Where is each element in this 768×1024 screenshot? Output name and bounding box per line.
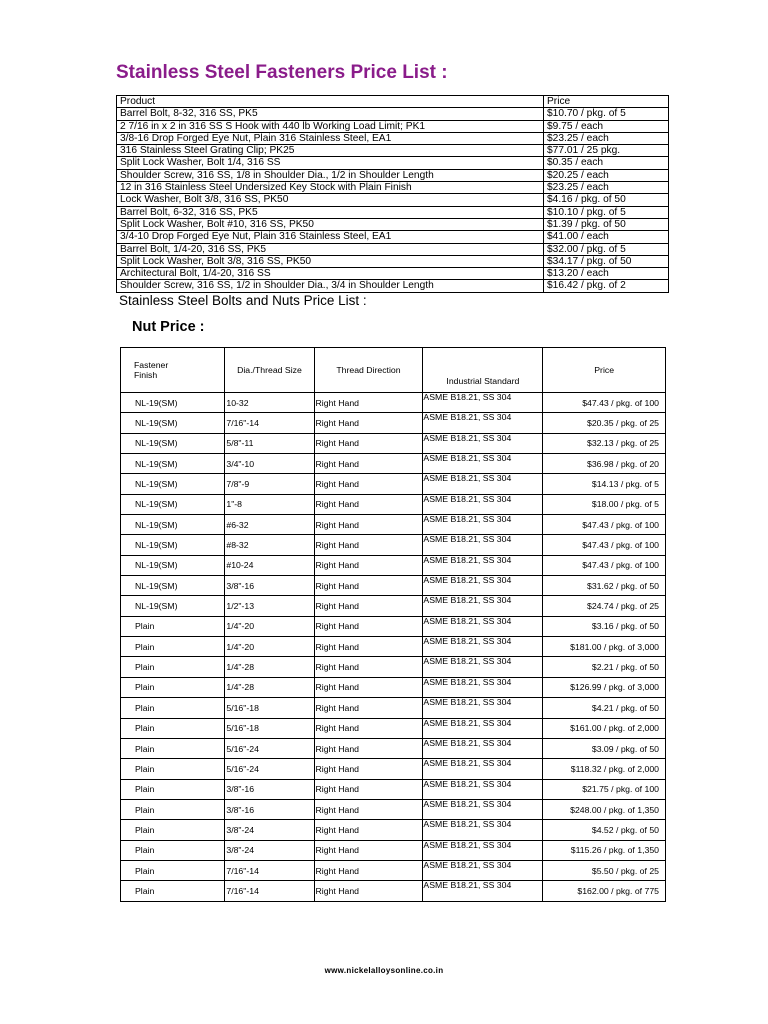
dia-thread-cell: #6-32 bbox=[225, 515, 314, 535]
table-row bbox=[121, 515, 666, 535]
price-cell: $47.43 / pkg. of 100 bbox=[543, 535, 666, 555]
finish-cell: Plain bbox=[121, 698, 225, 718]
product-cell: 316 Stainless Steel Grating Clip; PK25 bbox=[117, 145, 544, 157]
dia-thread-cell: 7/16"-14 bbox=[225, 860, 314, 880]
header-finish-line2: Finish bbox=[134, 370, 158, 380]
thread-direction-cell: Right Hand bbox=[314, 779, 423, 799]
finish-cell: Plain bbox=[121, 718, 225, 738]
product-cell: 3/8-16 Drop Forged Eye Nut, Plain 316 Stainless Steel, EA1 bbox=[117, 132, 544, 144]
price-cell: $20.25 / each bbox=[544, 169, 669, 181]
dia-thread-cell: 7/16"-14 bbox=[225, 881, 314, 901]
dia-thread-cell: 3/8"-16 bbox=[225, 779, 314, 799]
dia-thread-cell: 10-32 bbox=[225, 393, 314, 413]
table-row bbox=[117, 145, 669, 157]
product-cell: Split Lock Washer, Bolt 1/4, 316 SS bbox=[117, 157, 544, 169]
nut-table-header-row bbox=[121, 348, 666, 393]
industrial-standard-cell: ASME B18.21, SS 304 bbox=[423, 393, 543, 413]
table-row bbox=[121, 454, 666, 474]
thread-direction-cell: Right Hand bbox=[314, 494, 423, 514]
table-row bbox=[117, 280, 669, 292]
table-row bbox=[121, 860, 666, 880]
finish-cell: Plain bbox=[121, 820, 225, 840]
thread-direction-cell: Right Hand bbox=[314, 718, 423, 738]
dia-thread-cell: 1/4"-20 bbox=[225, 616, 314, 636]
table-row bbox=[121, 738, 666, 758]
dia-thread-cell: #10-24 bbox=[225, 555, 314, 575]
table-row bbox=[121, 759, 666, 779]
thread-direction-cell: Right Hand bbox=[314, 555, 423, 575]
dia-thread-cell: 5/16"-18 bbox=[225, 698, 314, 718]
industrial-standard-cell: ASME B18.21, SS 304 bbox=[423, 474, 543, 494]
table-row bbox=[121, 413, 666, 433]
price-cell: $0.35 / each bbox=[544, 157, 669, 169]
price-cell: $18.00 / pkg. of 5 bbox=[543, 494, 666, 514]
dia-thread-cell: 3/8"-16 bbox=[225, 799, 314, 819]
price-cell: $23.25 / each bbox=[544, 132, 669, 144]
product-cell: 2 7/16 in x 2 in 316 SS S Hook with 440 lb Working Load Limit; PK1 bbox=[117, 120, 544, 132]
table-row bbox=[117, 169, 669, 181]
table-row bbox=[121, 698, 666, 718]
thread-direction-cell: Right Hand bbox=[314, 433, 423, 453]
product-cell: Shoulder Screw, 316 SS, 1/8 in Shoulder Dia., 1/2 in Shoulder Length bbox=[117, 169, 544, 181]
finish-cell: Plain bbox=[121, 637, 225, 657]
industrial-standard-cell: ASME B18.21, SS 304 bbox=[423, 616, 543, 636]
table-row bbox=[121, 596, 666, 616]
header-industrial-standard: Industrial Standard bbox=[423, 348, 543, 393]
dia-thread-cell: 5/16"-24 bbox=[225, 759, 314, 779]
thread-direction-cell: Right Hand bbox=[314, 596, 423, 616]
industrial-standard-cell: ASME B18.21, SS 304 bbox=[423, 576, 543, 596]
dia-thread-cell: 1/4"-28 bbox=[225, 657, 314, 677]
price-cell: $32.00 / pkg. of 5 bbox=[544, 243, 669, 255]
dia-thread-cell: 3/8"-24 bbox=[225, 840, 314, 860]
thread-direction-cell: Right Hand bbox=[314, 474, 423, 494]
price-cell: $162.00 / pkg. of 775 bbox=[543, 881, 666, 901]
table-row bbox=[117, 182, 669, 194]
price-cell: $1.39 / pkg. of 50 bbox=[544, 218, 669, 230]
table-row bbox=[117, 231, 669, 243]
table-row bbox=[117, 255, 669, 267]
nut-price-table bbox=[120, 347, 666, 902]
table-row bbox=[121, 677, 666, 697]
industrial-standard-cell: ASME B18.21, SS 304 bbox=[423, 555, 543, 575]
finish-cell: NL-19(SM) bbox=[121, 596, 225, 616]
thread-direction-cell: Right Hand bbox=[314, 393, 423, 413]
table-row bbox=[121, 535, 666, 555]
price-cell: $248.00 / pkg. of 1,350 bbox=[543, 799, 666, 819]
table-row bbox=[121, 820, 666, 840]
finish-cell: NL-19(SM) bbox=[121, 515, 225, 535]
price-cell: $10.10 / pkg. of 5 bbox=[544, 206, 669, 218]
header-product: Product bbox=[117, 96, 544, 108]
thread-direction-cell: Right Hand bbox=[314, 820, 423, 840]
finish-cell: Plain bbox=[121, 799, 225, 819]
table-row bbox=[121, 779, 666, 799]
price-cell: $23.25 / each bbox=[544, 182, 669, 194]
industrial-standard-cell: ASME B18.21, SS 304 bbox=[423, 718, 543, 738]
table-row bbox=[117, 206, 669, 218]
industrial-standard-cell: ASME B18.21, SS 304 bbox=[423, 657, 543, 677]
finish-cell: Plain bbox=[121, 677, 225, 697]
industrial-standard-cell: ASME B18.21, SS 304 bbox=[423, 820, 543, 840]
dia-thread-cell: 5/8"-11 bbox=[225, 433, 314, 453]
industrial-standard-cell: ASME B18.21, SS 304 bbox=[423, 698, 543, 718]
thread-direction-cell: Right Hand bbox=[314, 840, 423, 860]
thread-direction-cell: Right Hand bbox=[314, 698, 423, 718]
product-cell: Split Lock Washer, Bolt 3/8, 316 SS, PK50 bbox=[117, 255, 544, 267]
price-cell: $77.01 / 25 pkg. bbox=[544, 145, 669, 157]
dia-thread-cell: 3/8"-24 bbox=[225, 820, 314, 840]
thread-direction-cell: Right Hand bbox=[314, 657, 423, 677]
table-row bbox=[121, 393, 666, 413]
thread-direction-cell: Right Hand bbox=[314, 535, 423, 555]
table-row bbox=[121, 840, 666, 860]
price-cell: $36.98 / pkg. of 20 bbox=[543, 454, 666, 474]
industrial-standard-cell: ASME B18.21, SS 304 bbox=[423, 677, 543, 697]
section-subtitle: Stainless Steel Bolts and Nuts Price List : bbox=[119, 293, 367, 308]
price-cell: $13.20 / each bbox=[544, 268, 669, 280]
thread-direction-cell: Right Hand bbox=[314, 860, 423, 880]
industrial-standard-cell: ASME B18.21, SS 304 bbox=[423, 881, 543, 901]
finish-cell: NL-19(SM) bbox=[121, 393, 225, 413]
table-row bbox=[121, 799, 666, 819]
industrial-standard-cell: ASME B18.21, SS 304 bbox=[423, 799, 543, 819]
product-cell: Split Lock Washer, Bolt #10, 316 SS, PK50 bbox=[117, 218, 544, 230]
price-cell: $34.17 / pkg. of 50 bbox=[544, 255, 669, 267]
table-row bbox=[117, 268, 669, 280]
table-row bbox=[121, 718, 666, 738]
finish-cell: Plain bbox=[121, 779, 225, 799]
table-row bbox=[117, 243, 669, 255]
price-cell: $2.21 / pkg. of 50 bbox=[543, 657, 666, 677]
page-title: Stainless Steel Fasteners Price List : bbox=[116, 62, 448, 83]
price-cell: $126.99 / pkg. of 3,000 bbox=[543, 677, 666, 697]
thread-direction-cell: Right Hand bbox=[314, 799, 423, 819]
industrial-standard-cell: ASME B18.21, SS 304 bbox=[423, 413, 543, 433]
price-cell: $41.00 / each bbox=[544, 231, 669, 243]
finish-cell: Plain bbox=[121, 840, 225, 860]
industrial-standard-cell: ASME B18.21, SS 304 bbox=[423, 515, 543, 535]
nut-price-heading: Nut Price : bbox=[132, 319, 205, 335]
header-thread-direction: Thread Direction bbox=[314, 348, 423, 393]
thread-direction-cell: Right Hand bbox=[314, 454, 423, 474]
industrial-standard-cell: ASME B18.21, SS 304 bbox=[423, 860, 543, 880]
price-cell: $16.42 / pkg. of 2 bbox=[544, 280, 669, 292]
dia-thread-cell: 1"-8 bbox=[225, 494, 314, 514]
price-cell: $14.13 / pkg. of 5 bbox=[543, 474, 666, 494]
finish-cell: Plain bbox=[121, 738, 225, 758]
industrial-standard-cell: ASME B18.21, SS 304 bbox=[423, 433, 543, 453]
table-row bbox=[121, 637, 666, 657]
table-row bbox=[121, 494, 666, 514]
thread-direction-cell: Right Hand bbox=[314, 677, 423, 697]
finish-cell: Plain bbox=[121, 616, 225, 636]
thread-direction-cell: Right Hand bbox=[314, 515, 423, 535]
header-dia-thread-size: Dia./Thread Size bbox=[225, 348, 314, 393]
product-cell: Barrel Bolt, 1/4-20, 316 SS, PK5 bbox=[117, 243, 544, 255]
thread-direction-cell: Right Hand bbox=[314, 616, 423, 636]
industrial-standard-cell: ASME B18.21, SS 304 bbox=[423, 454, 543, 474]
table-row bbox=[117, 132, 669, 144]
product-cell: Barrel Bolt, 8-32, 316 SS, PK5 bbox=[117, 108, 544, 120]
price-cell: $161.00 / pkg. of 2,000 bbox=[543, 718, 666, 738]
industrial-standard-cell: ASME B18.21, SS 304 bbox=[423, 637, 543, 657]
price-cell: $47.43 / pkg. of 100 bbox=[543, 515, 666, 535]
finish-cell: Plain bbox=[121, 657, 225, 677]
price-cell: $10.70 / pkg. of 5 bbox=[544, 108, 669, 120]
industrial-standard-cell: ASME B18.21, SS 304 bbox=[423, 596, 543, 616]
price-cell: $4.16 / pkg. of 50 bbox=[544, 194, 669, 206]
thread-direction-cell: Right Hand bbox=[314, 576, 423, 596]
industrial-standard-cell: ASME B18.21, SS 304 bbox=[423, 494, 543, 514]
table-row bbox=[117, 194, 669, 206]
product-cell: Architectural Bolt, 1/4-20, 316 SS bbox=[117, 268, 544, 280]
price-cell: $32.13 / pkg. of 25 bbox=[543, 433, 666, 453]
finish-cell: NL-19(SM) bbox=[121, 474, 225, 494]
table-row bbox=[117, 108, 669, 120]
fasteners-price-table bbox=[116, 95, 669, 293]
product-cell: Shoulder Screw, 316 SS, 1/2 in Shoulder Dia., 3/4 in Shoulder Length bbox=[117, 280, 544, 292]
thread-direction-cell: Right Hand bbox=[314, 738, 423, 758]
footer-website: www.nickelalloysonline.co.in bbox=[324, 966, 444, 975]
product-cell: Lock Washer, Bolt 3/8, 316 SS, PK50 bbox=[117, 194, 544, 206]
thread-direction-cell: Right Hand bbox=[314, 881, 423, 901]
finish-cell: NL-19(SM) bbox=[121, 413, 225, 433]
price-cell: $47.43 / pkg. of 100 bbox=[543, 393, 666, 413]
industrial-standard-cell: ASME B18.21, SS 304 bbox=[423, 738, 543, 758]
product-cell: 12 in 316 Stainless Steel Undersized Key Stock with Plain Finish bbox=[117, 182, 544, 194]
table-row bbox=[121, 657, 666, 677]
price-cell: $181.00 / pkg. of 3,000 bbox=[543, 637, 666, 657]
dia-thread-cell: 1/4"-28 bbox=[225, 677, 314, 697]
dia-thread-cell: 3/8"-16 bbox=[225, 576, 314, 596]
dia-thread-cell: 1/2"-13 bbox=[225, 596, 314, 616]
price-cell: $9.75 / each bbox=[544, 120, 669, 132]
table-row bbox=[121, 881, 666, 901]
price-cell: $118.32 / pkg. of 2,000 bbox=[543, 759, 666, 779]
price-cell: $31.62 / pkg. of 50 bbox=[543, 576, 666, 596]
product-cell: 3/4-10 Drop Forged Eye Nut, Plain 316 Stainless Steel, EA1 bbox=[117, 231, 544, 243]
finish-cell: Plain bbox=[121, 759, 225, 779]
thread-direction-cell: Right Hand bbox=[314, 637, 423, 657]
price-cell: $21.75 / pkg. of 100 bbox=[543, 779, 666, 799]
industrial-standard-cell: ASME B18.21, SS 304 bbox=[423, 535, 543, 555]
header-price: Price bbox=[543, 348, 666, 393]
price-cell: $4.52 / pkg. of 50 bbox=[543, 820, 666, 840]
table-row bbox=[121, 576, 666, 596]
table-row bbox=[121, 433, 666, 453]
industrial-standard-cell: ASME B18.21, SS 304 bbox=[423, 759, 543, 779]
finish-cell: NL-19(SM) bbox=[121, 454, 225, 474]
header-fastener-finish bbox=[121, 348, 225, 393]
dia-thread-cell: 5/16"-18 bbox=[225, 718, 314, 738]
thread-direction-cell: Right Hand bbox=[314, 413, 423, 433]
price-cell: $24.74 / pkg. of 25 bbox=[543, 596, 666, 616]
price-cell: $20.35 / pkg. of 25 bbox=[543, 413, 666, 433]
header-price: Price bbox=[544, 96, 669, 108]
header-finish-line1: Fastener bbox=[134, 360, 169, 370]
industrial-standard-cell: ASME B18.21, SS 304 bbox=[423, 779, 543, 799]
table-row bbox=[117, 120, 669, 132]
table-row bbox=[121, 555, 666, 575]
price-cell: $3.16 / pkg. of 50 bbox=[543, 616, 666, 636]
price-cell: $115.26 / pkg. of 1,350 bbox=[543, 840, 666, 860]
finish-cell: Plain bbox=[121, 860, 225, 880]
dia-thread-cell: #8-32 bbox=[225, 535, 314, 555]
price-cell: $5.50 / pkg. of 25 bbox=[543, 860, 666, 880]
price-cell: $4.21 / pkg. of 50 bbox=[543, 698, 666, 718]
product-cell: Barrel Bolt, 6-32, 316 SS, PK5 bbox=[117, 206, 544, 218]
dia-thread-cell: 5/16"-24 bbox=[225, 738, 314, 758]
table-row bbox=[121, 474, 666, 494]
finish-cell: NL-19(SM) bbox=[121, 555, 225, 575]
industrial-standard-cell: ASME B18.21, SS 304 bbox=[423, 840, 543, 860]
dia-thread-cell: 1/4"-20 bbox=[225, 637, 314, 657]
table-row bbox=[117, 218, 669, 230]
finish-cell: NL-19(SM) bbox=[121, 535, 225, 555]
finish-cell: Plain bbox=[121, 881, 225, 901]
price-cell: $47.43 / pkg. of 100 bbox=[543, 555, 666, 575]
price-cell: $3.09 / pkg. of 50 bbox=[543, 738, 666, 758]
dia-thread-cell: 7/16"-14 bbox=[225, 413, 314, 433]
finish-cell: NL-19(SM) bbox=[121, 576, 225, 596]
table-row bbox=[121, 616, 666, 636]
dia-thread-cell: 3/4"-10 bbox=[225, 454, 314, 474]
table-row bbox=[117, 157, 669, 169]
finish-cell: NL-19(SM) bbox=[121, 433, 225, 453]
finish-cell: NL-19(SM) bbox=[121, 494, 225, 514]
price-table-header-row bbox=[117, 96, 669, 108]
thread-direction-cell: Right Hand bbox=[314, 759, 423, 779]
dia-thread-cell: 7/8"-9 bbox=[225, 474, 314, 494]
